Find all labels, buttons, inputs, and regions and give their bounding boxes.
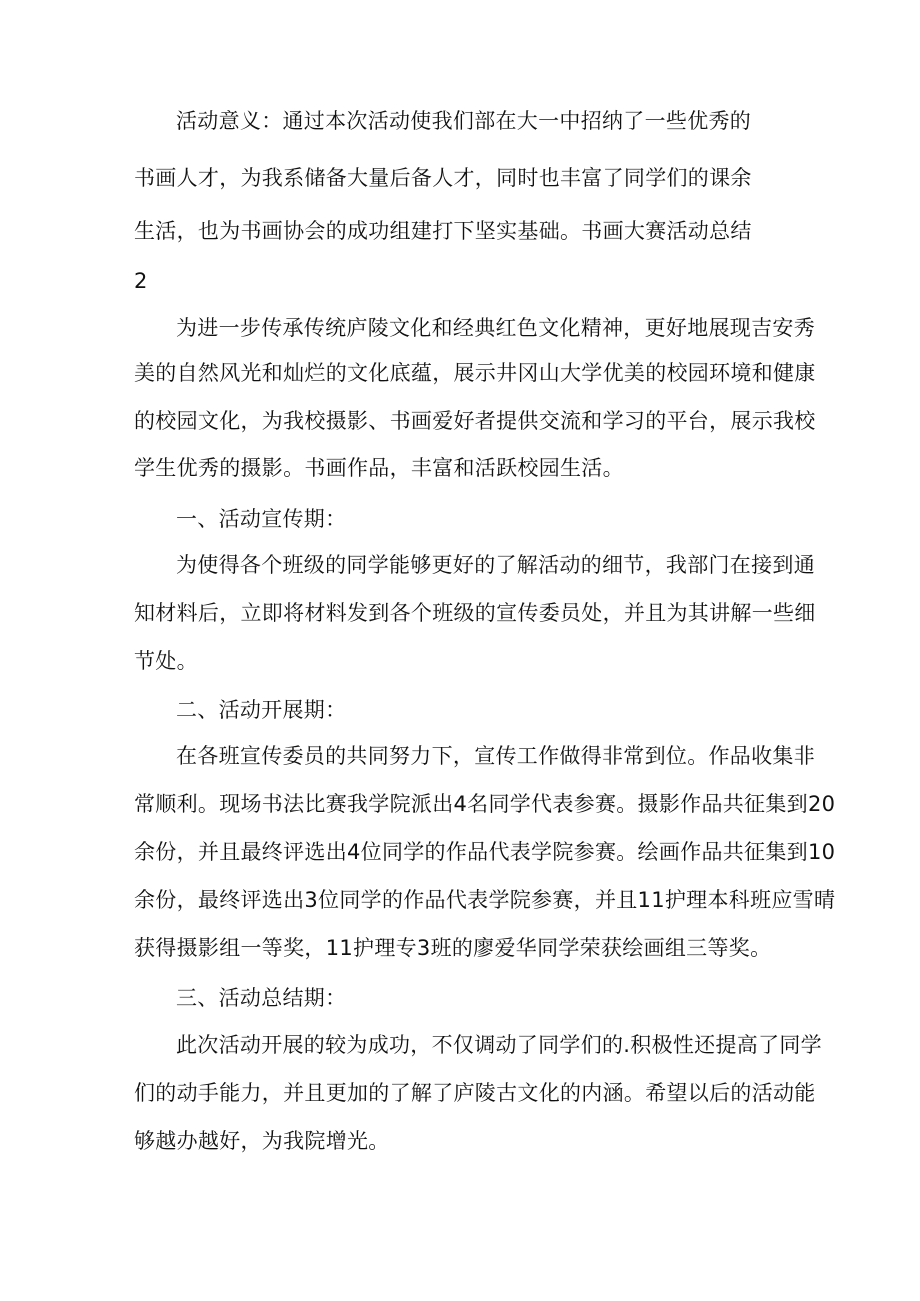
paragraph-line: 此次活动开展的较为成功，不仅调动了同学们的.积极性还提高了同学 [176,1033,822,1057]
paragraph-line: 学生优秀的摄影。书画作品，丰富和活跃校园生活。 [134,456,624,480]
section-heading: 一、活动宣传期： [176,507,347,531]
paragraph-line: 为进一步传承传统庐陵文化和经典红色文化精神，更好地展现吉安秀 [176,316,815,340]
paragraph-line: 美的自然风光和灿烂的文化底蕴，展示井冈山大学优美的校园环境和健康 [134,361,816,385]
paragraph-line: 知材料后，立即将材料发到各个班级的宣传委员处，并且为其讲解一些细 [134,601,816,625]
paragraph-line: 余份，并且最终评选出4位同学的作品代表学院参赛。绘画作品共征集到10 [134,840,836,864]
paragraph-line: 2 [134,269,148,293]
section-heading: 二、活动开展期： [176,698,347,722]
paragraph-line: 生活，也为书画协会的成功组建打下坚实基础。书画大赛活动总结 [134,219,752,243]
paragraph-line: 在各班宣传委员的共同努力下，宣传工作做得非常到位。作品收集非 [176,744,815,768]
paragraph-line: 们的动手能力，并且更加的了解了庐陵古文化的内涵。希望以后的活动能 [134,1081,816,1105]
paragraph-line: 为使得各个班级的同学能够更好的了解活动的细节，我部门在接到通 [176,553,815,577]
paragraph-line: 余份，最终评选出3位同学的作品代表学院参赛，并且11护理本科班应雪晴 [134,888,836,912]
paragraph-line: 获得摄影组一等奖，11护理专3班的廖爱华同学荣获绘画组三等奖。 [134,936,772,960]
paragraph-line: 节处。 [134,649,198,673]
paragraph-line: 的校园文化，为我校摄影、书画爱好者提供交流和学习的平台，展示我校 [134,409,816,433]
paragraph-line: 书画人才，为我系储备大量后备人才，同时也丰富了同学们的课余 [134,166,752,190]
section-heading: 三、活动总结期： [176,986,347,1010]
paragraph-line: 够越办越好，为我院增光。 [134,1129,390,1153]
paragraph-line: 活动意义：通过本次活动使我们部在大一中招纳了一些优秀的 [176,109,752,133]
paragraph-line: 常顺利。现场书法比赛我学院派出4名同学代表参赛。摄影作品共征集到20 [134,792,836,816]
